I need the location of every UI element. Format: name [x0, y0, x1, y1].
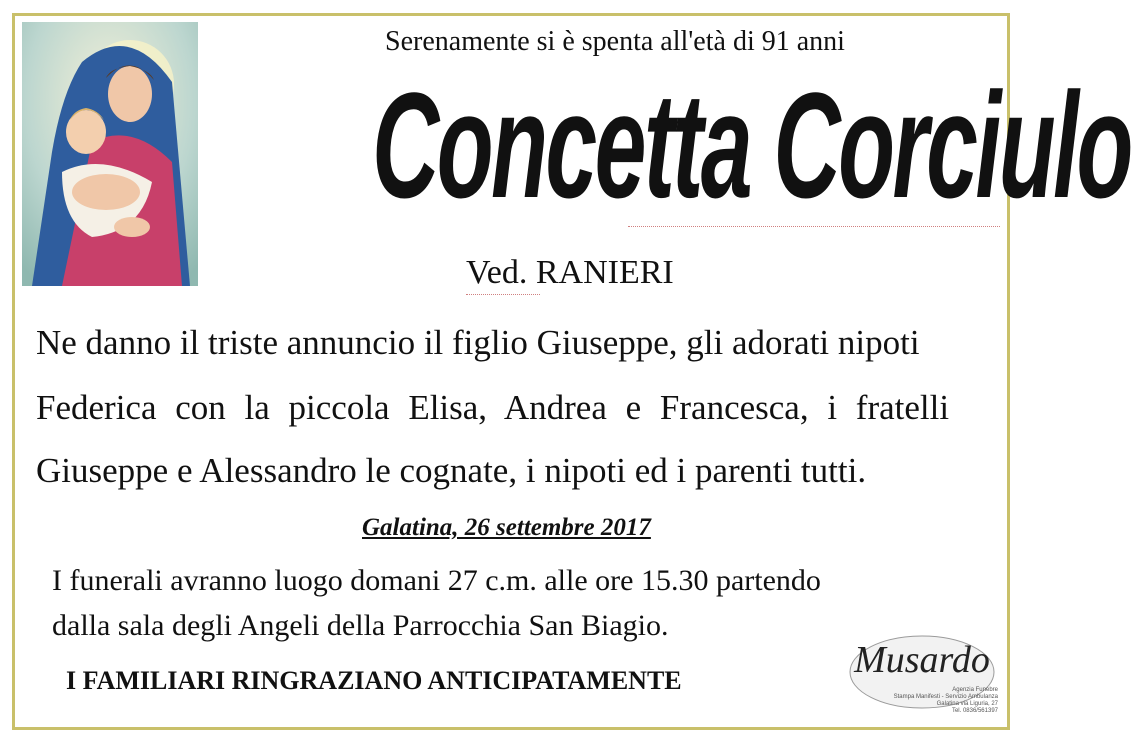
funeral-line: I funerali avranno luogo domani 27 c.m. alle ore 15.30 partendo: [52, 564, 821, 597]
madonna-with-child-icon: [22, 22, 198, 286]
mourners-line: Giuseppe e Alessandro le cognate, i nipoti ed i parenti tutti.: [36, 451, 867, 490]
place-date: Galatina, 26 settembre 2017: [362, 514, 651, 541]
agency-line: Tel. 0836/561397: [951, 708, 998, 714]
mourners-line: Ne danno il triste annuncio il figlio Giuseppe, gli adorati nipoti: [36, 323, 920, 362]
widow-label: Ved. RANIERI: [466, 254, 674, 291]
funeral-line: dalla sala degli Angeli della Parrocchia San Biagio.: [52, 609, 669, 642]
agency-line: Galatina via Liguria, 27: [936, 701, 998, 707]
thanks-text: I FAMILIARI RINGRAZIANO ANTICIPATAMENTE: [66, 666, 682, 695]
deceased-name: Concetta Corciulo: [372, 61, 1131, 229]
name-underline: [628, 226, 1000, 227]
intro-text: Serenamente si è spenta all'età di 91 anni: [385, 26, 845, 57]
ved-underline: [466, 294, 540, 295]
agency-line: Agenzia Funebre: [952, 687, 998, 693]
agency-name: Musardo: [854, 639, 990, 681]
agency-line: Stampa Manifesti - Servizio Ambulanza: [893, 694, 998, 700]
agency-logo: [846, 632, 998, 714]
mourners-line: Federica con la piccola Elisa, Andrea e Francesca, i fratelli: [36, 388, 950, 427]
